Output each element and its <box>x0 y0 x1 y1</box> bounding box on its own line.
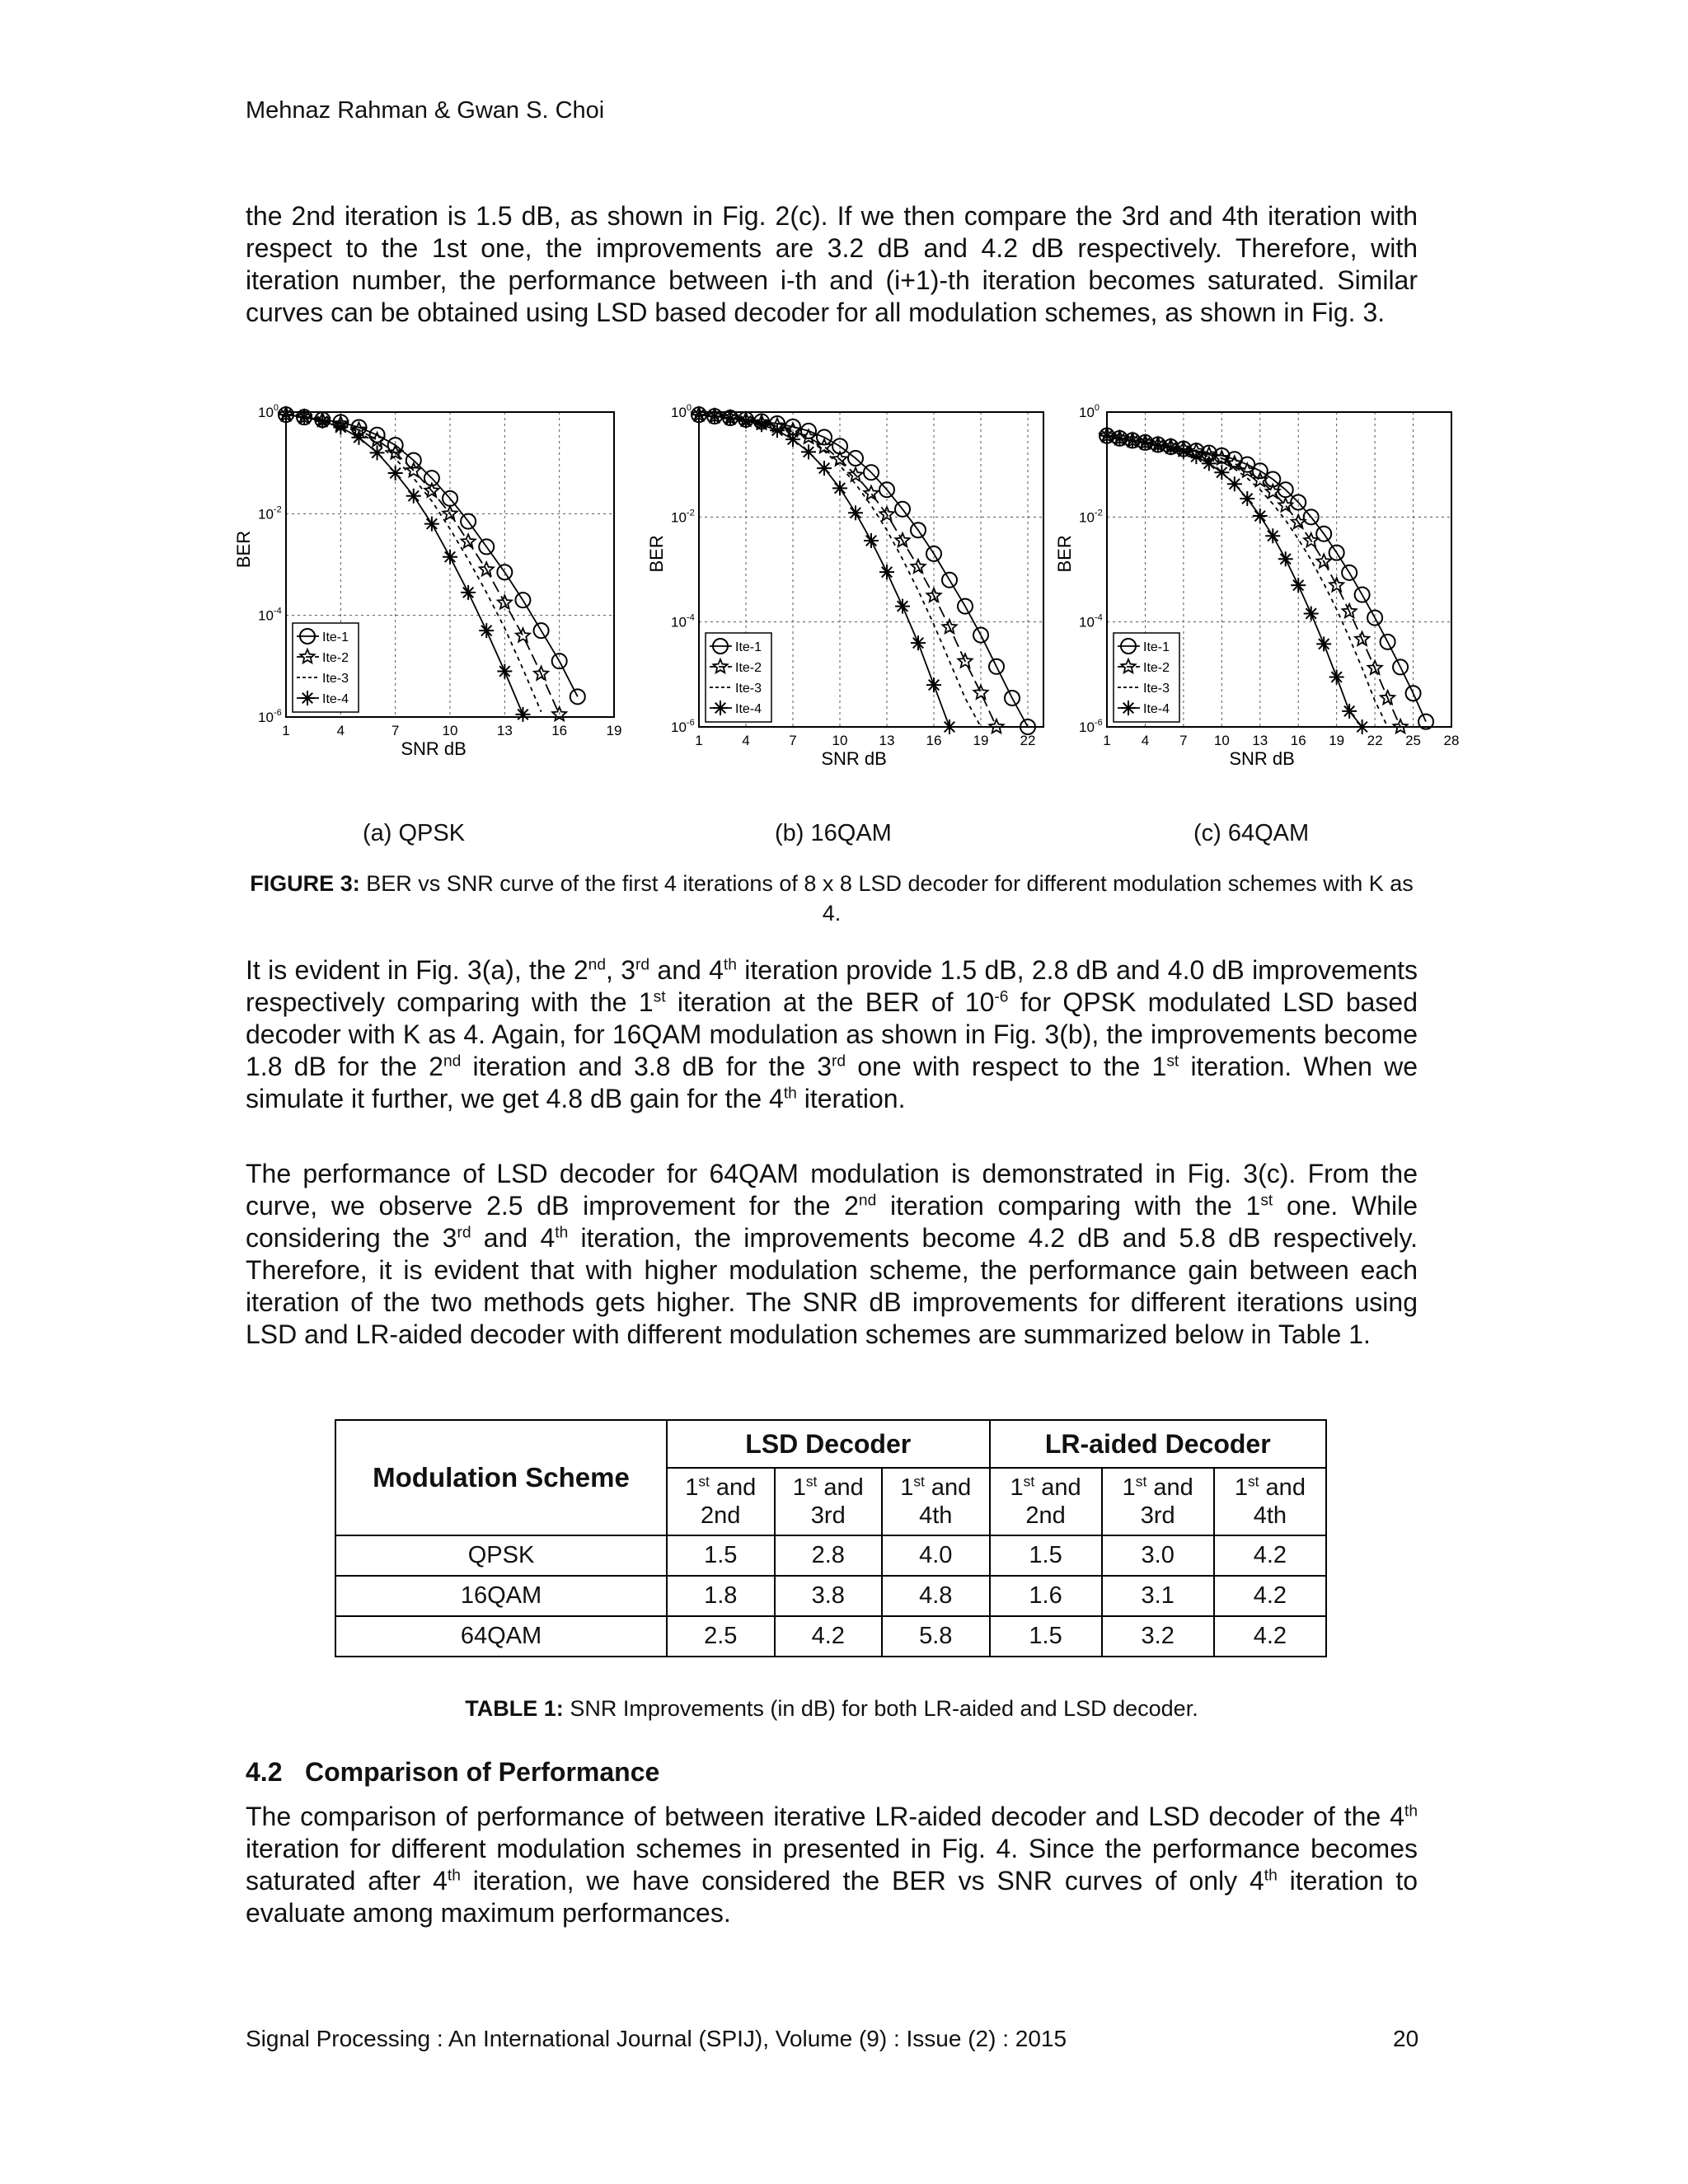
table-cell: 3.2 <box>1102 1616 1214 1657</box>
data-point <box>1342 704 1357 719</box>
legend-label: Ite-1 <box>735 640 762 654</box>
y-tick-label: $10^{-2}$ <box>671 508 695 526</box>
data-point <box>479 623 494 638</box>
data-point <box>707 409 722 424</box>
data-point <box>879 565 894 579</box>
legend-label: Ite-3 <box>735 682 762 696</box>
table-cell: 2.8 <box>775 1535 883 1576</box>
section-title: Comparison of Performance <box>305 1757 660 1787</box>
body-paragraph-4: The comparison of performance of between iterative LR-aided decoder and LSD decoder of the 4th iteration for different modulation schemes in presented in Fig. 4. Since the performance becomes saturated after 4th iteration, we have considered the BER vs SNR curves of only 4th iteration to evaluate among maximum performances. <box>246 1802 1418 1928</box>
table-1 <box>335 1419 1327 1657</box>
data-point <box>770 423 785 438</box>
table-cell: 4.0 <box>882 1535 990 1576</box>
y-tick-label: $10^0$ <box>258 403 279 420</box>
legend <box>1114 633 1179 722</box>
x-tick-label: 1 <box>1103 733 1111 748</box>
data-point <box>443 550 457 565</box>
table-subheader: 1st and 2nd <box>667 1468 775 1535</box>
table-cell: 4.2 <box>775 1616 883 1657</box>
table-cell: 5.8 <box>882 1616 990 1657</box>
data-point <box>942 719 957 734</box>
y-tick-label: $10^{-2}$ <box>1079 508 1103 526</box>
table-cell: 2.5 <box>667 1616 775 1657</box>
data-point <box>1278 551 1293 566</box>
table-cell: 1.5 <box>990 1616 1102 1657</box>
x-tick-label: 7 <box>391 723 400 738</box>
y-axis-label: BER <box>1054 535 1075 573</box>
figure-3-panel-b <box>643 386 1055 773</box>
data-point <box>515 707 530 722</box>
data-point <box>973 686 987 699</box>
table-1-caption-label: TABLE 1: <box>465 1696 564 1721</box>
table-row <box>335 1616 1326 1657</box>
section-number: 4.2 <box>246 1757 283 1787</box>
x-tick-label: 16 <box>551 723 568 738</box>
data-point <box>895 599 910 614</box>
x-axis-label: SNR dB <box>821 748 887 769</box>
y-tick-label: $10^{-4}$ <box>671 612 695 630</box>
table-subheader: 1st and 4th <box>1214 1468 1326 1535</box>
legend-label: Ite-3 <box>322 672 349 686</box>
legend-label: Ite-1 <box>322 630 349 644</box>
x-tick-label: 4 <box>1141 733 1150 748</box>
x-tick-label: 4 <box>742 733 750 748</box>
x-tick-label: 1 <box>695 733 703 748</box>
legend-label: Ite-3 <box>1143 682 1170 696</box>
data-point <box>692 407 706 422</box>
x-tick-label: 19 <box>606 723 622 738</box>
table-subheader: 1st and 2nd <box>990 1468 1102 1535</box>
figure-3a-caption: (a) QPSK <box>363 820 466 846</box>
data-point <box>911 635 926 650</box>
table-cell: 1.8 <box>667 1576 775 1616</box>
x-tick-label: 1 <box>282 723 290 738</box>
data-point <box>315 414 330 429</box>
data-point <box>801 444 816 459</box>
data-point <box>388 466 403 480</box>
data-point <box>1253 509 1268 523</box>
y-tick-label: $10^{-4}$ <box>1079 612 1103 630</box>
body-paragraph-3: The performance of LSD decoder for 64QAM modulation is demonstrated in Fig. 3(c). From the curve, we observe 2.5 dB improvement for the 2nd iteration comparing with the 1st one. While considering the 3rd and 4th iteration, the improvements become 4.2 dB and 5.8 dB respectively. Therefore, it is evident that with higher modulation scheme, the performance gain between each iteration of the two methods gets higher. The SNR dB improvements for different iterations using LSD and LR-aided decoder with different modulation schemes are summarized below in Table 1. <box>246 1159 1418 1349</box>
y-tick-label: $10^{-4}$ <box>258 606 282 624</box>
legend-marker <box>713 701 728 715</box>
table-cell: 4.8 <box>882 1576 990 1616</box>
x-tick-label: 10 <box>832 733 848 748</box>
data-point <box>1329 670 1344 685</box>
table-cell: 3.1 <box>1102 1576 1214 1616</box>
data-point <box>497 664 512 679</box>
table-cell: 4.2 <box>1214 1576 1326 1616</box>
data-point <box>297 410 312 424</box>
data-point <box>1265 528 1280 543</box>
running-footer: Signal Processing : An International Journal (SPIJ), Volume (9) : Issue (2) : 2015 <box>246 2026 1067 2051</box>
data-point <box>785 432 800 447</box>
y-axis-label: BER <box>233 530 254 569</box>
y-tick-label: $10^0$ <box>1079 403 1100 420</box>
section-heading <box>246 1757 659 1788</box>
x-tick-label: 28 <box>1443 733 1460 748</box>
legend-marker <box>300 691 315 705</box>
data-point <box>516 628 530 641</box>
figure-3b-caption: (b) 16QAM <box>775 820 892 846</box>
legend-label: Ite-4 <box>1143 702 1170 716</box>
data-point <box>424 517 439 532</box>
data-point <box>864 533 879 548</box>
table-row <box>335 1535 1326 1576</box>
data-point <box>848 505 863 520</box>
x-tick-label: 7 <box>1179 733 1188 748</box>
y-axis-label: BER <box>646 535 667 573</box>
table-cell: 3.0 <box>1102 1535 1214 1576</box>
x-tick-label: 4 <box>336 723 345 738</box>
legend-label: Ite-4 <box>735 702 762 716</box>
table-1-caption <box>246 1696 1418 1722</box>
data-point <box>279 407 293 422</box>
legend-label: Ite-2 <box>322 651 349 665</box>
figure-3-caption-text: BER vs SNR curve of the first 4 iterations of 8 x 8 LSD decoder for different modulation schemes with K as 4. <box>366 871 1414 926</box>
data-point <box>738 414 753 429</box>
data-point <box>1316 636 1331 651</box>
x-tick-label: 22 <box>1020 733 1036 748</box>
x-tick-label: 19 <box>1329 733 1345 748</box>
data-point <box>723 411 738 426</box>
table-cell: 1.6 <box>990 1576 1102 1616</box>
body-paragraph-1: the 2nd iteration is 1.5 dB, as shown in Fig. 2(c). If we then compare the 3rd and 4th iteration with respect to the 1st one, the improvements are 3.2 dB and 4.2 dB respectively. Therefore, with iteration number, the performance between i-th and (i+1)-th iteration becomes saturated. Similar curves can be obtained using LSD based decoder for all modulation schemes, as shown in Fig. 3. <box>246 201 1418 327</box>
table-cell: 64QAM <box>335 1616 667 1657</box>
data-point <box>1304 606 1319 621</box>
data-point <box>832 480 847 495</box>
table-cell: 3.8 <box>775 1576 883 1616</box>
y-tick-label: $10^{-2}$ <box>258 504 282 523</box>
x-tick-label: 13 <box>496 723 513 738</box>
figure-3-panel-a <box>235 386 622 765</box>
y-tick-label: $10^{-6}$ <box>671 718 695 735</box>
x-tick-label: 16 <box>1290 733 1306 748</box>
table-header-lr: LR-aided Decoder <box>990 1420 1327 1468</box>
table-cell: 16QAM <box>335 1576 667 1616</box>
data-point <box>817 461 832 476</box>
legend-label: Ite-2 <box>1143 661 1170 675</box>
table-header-lsd: LSD Decoder <box>667 1420 990 1468</box>
figure-3-panel-c <box>1054 386 1463 769</box>
table-subheader: 1st and 3rd <box>1102 1468 1214 1535</box>
figure-3c-caption: (c) 64QAM <box>1193 820 1310 846</box>
x-tick-label: 13 <box>1252 733 1268 748</box>
table-cell: 4.2 <box>1214 1616 1326 1657</box>
y-tick-label: $10^{-6}$ <box>258 708 282 725</box>
figure-3-caption <box>246 869 1418 928</box>
table-1-caption-text: SNR Improvements (in dB) for both LR-aided and LSD decoder. <box>570 1696 1198 1721</box>
y-tick-label: $10^{-6}$ <box>1079 718 1103 735</box>
data-point <box>1291 578 1306 593</box>
x-tick-label: 13 <box>879 733 895 748</box>
running-header: Mehnaz Rahman & Gwan S. Choi <box>246 97 605 124</box>
x-tick-label: 10 <box>442 723 458 738</box>
table-cell: 1.5 <box>990 1535 1102 1576</box>
table-cell: 4.2 <box>1214 1535 1326 1576</box>
page-number: 20 <box>1393 2026 1419 2051</box>
table-subheader: 1st and 3rd <box>775 1468 883 1535</box>
legend-label: Ite-1 <box>1143 640 1170 654</box>
data-point <box>406 489 421 504</box>
legend-label: Ite-2 <box>735 661 762 675</box>
x-tick-label: 22 <box>1367 733 1383 748</box>
x-axis-label: SNR dB <box>1229 748 1295 769</box>
x-axis-label: SNR dB <box>401 738 467 759</box>
data-point <box>754 417 769 432</box>
table-row <box>335 1576 1326 1616</box>
table-cell: 1.5 <box>667 1535 775 1576</box>
x-tick-label: 10 <box>1213 733 1230 748</box>
x-tick-label: 16 <box>926 733 942 748</box>
legend-label: Ite-4 <box>322 692 349 706</box>
table-subheader: 1st and 4th <box>882 1468 990 1535</box>
legend <box>293 623 359 712</box>
data-point <box>926 677 941 692</box>
legend <box>706 633 771 722</box>
x-tick-label: 7 <box>789 733 797 748</box>
x-tick-label: 19 <box>973 733 989 748</box>
figure-3-caption-label: FIGURE 3: <box>250 871 360 896</box>
table-cell: QPSK <box>335 1535 667 1576</box>
data-point <box>461 585 476 600</box>
body-paragraph-2: It is evident in Fig. 3(a), the 2nd, 3rd and 4th iteration provide 1.5 dB, 2.8 dB and 4.0 dB improvements respectively comparing with the 1st iteration at the BER of $10^{-6}$ for QPSK modulated LSD based decoder with K as 4. Again, for 16QAM modulation as shown in Fig. 3(b), the improvements become 1.8 dB for the 2nd iteration and 3.8 dB for the 3rd one with respect to the 1st iteration. When we simulate it further, we get 4.8 dB gain for the 4th iteration. <box>246 955 1418 1113</box>
x-tick-label: 25 <box>1405 733 1422 748</box>
data-point <box>333 420 348 435</box>
y-tick-label: $10^0$ <box>671 403 692 420</box>
data-point <box>570 689 585 704</box>
table-header-modulation: Modulation Scheme <box>335 1420 667 1535</box>
